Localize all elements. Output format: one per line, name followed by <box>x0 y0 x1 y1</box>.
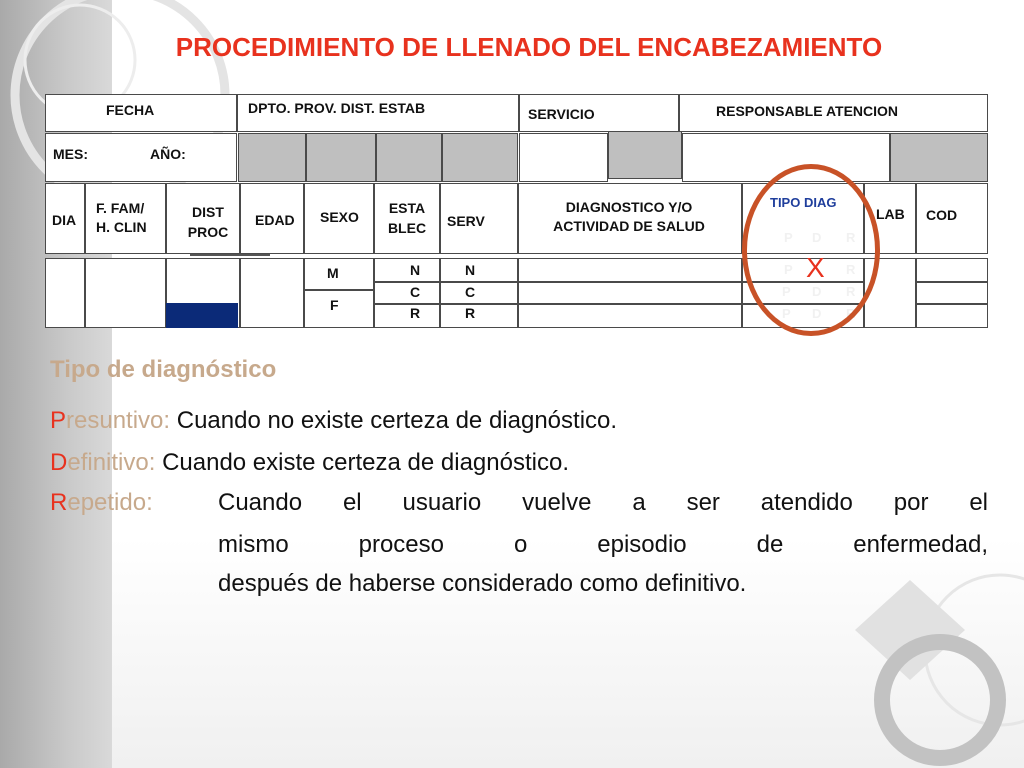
data-diag-3 <box>518 304 742 328</box>
servicio-label: SERVICIO <box>528 106 595 122</box>
servicio-code-box <box>608 131 682 179</box>
data-ffam <box>85 258 166 328</box>
sexo-m: M <box>327 265 339 281</box>
col-ffam-label-2: H. CLIN <box>96 219 147 235</box>
repetido-text-line-3 <box>218 565 988 603</box>
col-tipo-diag-label: TIPO DIAG <box>770 195 837 210</box>
servicio-value-cell <box>519 133 608 182</box>
mes-label: MES: <box>53 146 88 162</box>
data-cod-3 <box>916 304 988 328</box>
tipo-r3-r: R <box>846 306 856 321</box>
code-box-1 <box>238 133 306 182</box>
serv-c: C <box>464 284 476 300</box>
esta-n: N <box>409 262 421 278</box>
tipo-r2-d: D <box>812 284 822 299</box>
col-edad-label: EDAD <box>255 212 295 228</box>
tipo-r3-p: P <box>782 306 791 321</box>
tipo-r1-r: R <box>846 262 856 277</box>
fecha-label: FECHA <box>106 102 155 118</box>
col-esta-label-2: BLEC <box>387 220 427 236</box>
tipo-r2-p: P <box>782 284 791 299</box>
dist-underline <box>190 254 270 256</box>
tipo-option-r-header: R <box>846 230 856 245</box>
data-cod-1 <box>916 258 988 282</box>
col-diag-label-1: DIAGNOSTICO Y/O <box>565 199 693 215</box>
data-diag-2 <box>518 282 742 304</box>
repetido-text-line-2 <box>218 526 988 564</box>
col-diag-label-2: ACTIVIDAD DE SALUD <box>553 218 705 234</box>
repetido-term: epetido: <box>67 489 153 516</box>
col-dia-label: DIA <box>52 212 77 228</box>
tipo-option-d-header: D <box>812 230 822 245</box>
page-title: PROCEDIMIENTO DE LLENADO DEL ENCABEZAMIENTO <box>175 32 883 62</box>
col-cod-label: COD <box>926 207 958 223</box>
definitivo-text: Cuando existe certeza de diagnóstico. <box>162 449 569 476</box>
dpto-label: DPTO. PROV. DIST. ESTAB <box>248 100 426 116</box>
data-sexo-f <box>304 290 374 328</box>
highlight-ring <box>742 164 880 336</box>
code-box-2 <box>306 133 376 182</box>
repetido-text-line-1 <box>218 484 988 522</box>
data-cod-2 <box>916 282 988 304</box>
col-sexo-label: SEXO <box>320 209 359 225</box>
code-box-4 <box>442 133 518 182</box>
col-dist-label-2: PROC <box>187 224 229 240</box>
data-dia <box>45 258 85 328</box>
repetido-continuation-2: después de haberse considerado como definitivo. <box>218 570 747 597</box>
presuntivo-text: Cuando no existe certeza de diagnóstico. <box>176 407 618 434</box>
responsable-label: RESPONSABLE ATENCION <box>716 103 899 119</box>
tipo-option-p-header: P <box>784 230 793 245</box>
data-sexo-m <box>304 258 374 290</box>
code-box-3 <box>376 133 442 182</box>
section-title: Tipo de diagnóstico <box>50 356 277 383</box>
col-serv-label: SERV <box>447 213 485 229</box>
tipo-r2-r: R <box>846 284 856 299</box>
col-lab-label: LAB <box>876 206 905 222</box>
definitivo-term: efinitivo: <box>67 449 156 476</box>
definition-definitivo <box>50 444 569 482</box>
definitivo-initial: D <box>50 449 68 476</box>
definition-presuntivo <box>50 402 617 440</box>
tipo-r1-p: P <box>784 262 793 277</box>
serv-r: R <box>464 305 476 321</box>
col-esta <box>374 183 440 254</box>
anio-label: AÑO: <box>150 146 186 162</box>
data-diag-1 <box>518 258 742 282</box>
presuntivo-term: resuntivo: <box>66 407 171 434</box>
esta-r: R <box>409 305 421 321</box>
data-edad <box>240 258 304 328</box>
x-mark: X <box>806 252 825 283</box>
tipo-r3-d: D <box>812 306 822 321</box>
repetido-continuation-1: mismo proceso o episodio de enfermedad, <box>218 531 988 558</box>
responsable-code-box <box>890 133 988 182</box>
col-esta-label-1: ESTA <box>388 200 426 216</box>
sexo-f: F <box>330 297 339 313</box>
repetido-initial: R <box>50 489 68 516</box>
serv-n: N <box>464 262 476 278</box>
col-ffam-label-1: F. FAM/ <box>96 200 145 216</box>
col-dist-label-1: DIST <box>192 204 224 220</box>
repetido-text: Cuando el usuario vuelve a ser atendido por el <box>218 489 988 516</box>
definition-repetido <box>50 484 153 522</box>
dist-filled-box <box>166 303 238 328</box>
presuntivo-initial: P <box>50 407 67 434</box>
esta-c: C <box>409 284 421 300</box>
